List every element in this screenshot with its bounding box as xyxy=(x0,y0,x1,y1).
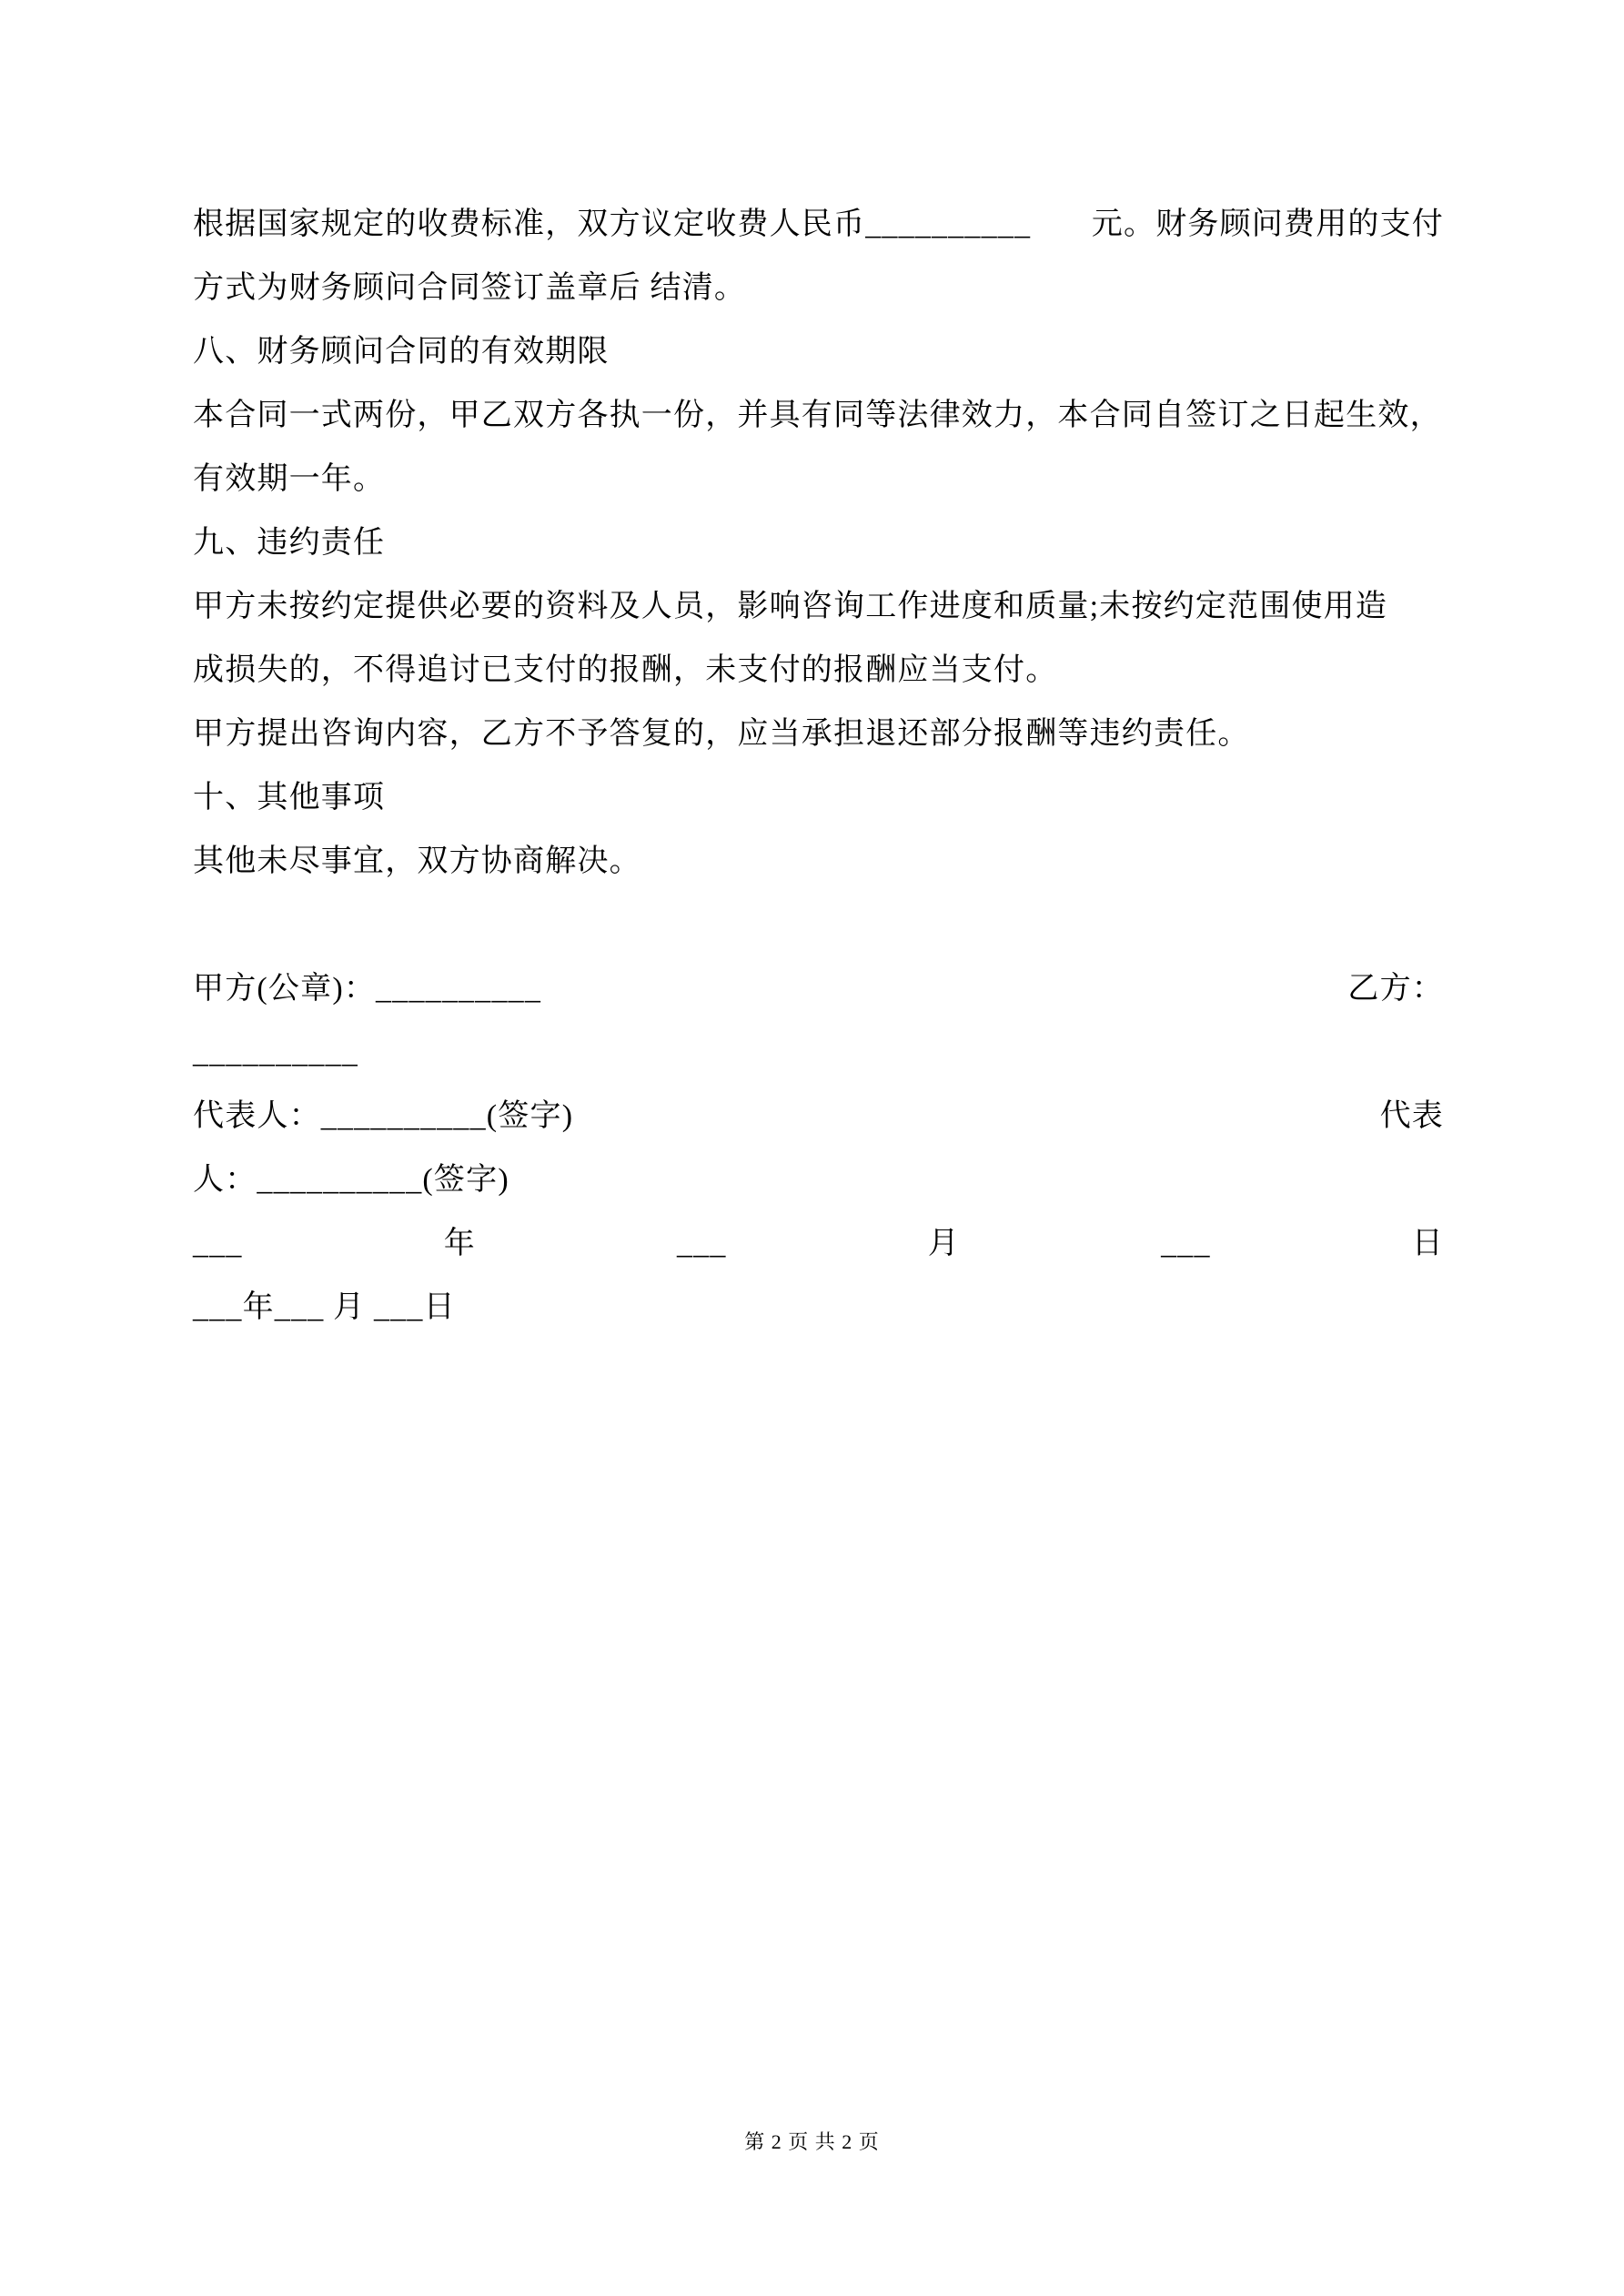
page-number-footer: 第 2 页 共 2 页 xyxy=(744,2130,880,2153)
date-month-label: 月 xyxy=(927,1227,960,1260)
fee-clause-line1 xyxy=(193,193,1444,257)
party-b-label: 乙方： xyxy=(1347,972,1444,1006)
validity-line1: 本合同一式两份，甲乙双方各执一份，并具有同等法律效力，本合同自签订之日起生效， xyxy=(193,399,1442,432)
section-heading-8: 八、财务顾问合同的有效期限 xyxy=(193,335,610,369)
breach-line2: 成损失的，不得追讨已支付的报酬，未支付的报酬应当支付。 xyxy=(193,653,1058,687)
section-heading-10: 十、其他事项 xyxy=(193,781,386,814)
representatives-line xyxy=(193,1085,1444,1148)
date-line-spread xyxy=(193,1212,1444,1276)
date-line-compact: ___年___ 月 ___日 xyxy=(193,1290,456,1324)
misc-line: 其他未尽事宜，双方协商解决。 xyxy=(193,845,641,878)
fee-clause-text-with-amount-blank: 根据国家规定的收费标准，双方议定收费人民币__________ xyxy=(193,207,1032,241)
date-day-label: 日 xyxy=(1411,1227,1444,1260)
signature-parties-line xyxy=(193,957,1444,1021)
breach-line1: 甲方未按约定提供必要的资料及人员，影响咨询工作进度和质量;未按约定范围使用造 xyxy=(193,590,1388,623)
breach-line3: 甲方提出咨询内容，乙方不予答复的，应当承担退还部分报酬等违约责任。 xyxy=(193,717,1250,751)
party-b-fill-in-blank: __________ xyxy=(193,1036,358,1069)
date-day-blank: ___ xyxy=(1161,1227,1211,1260)
rep-b-label-head: 代表 xyxy=(1379,1099,1444,1133)
rep-a-signature-blank: 代表人：__________(签字) xyxy=(193,1099,574,1133)
date-month-blank: ___ xyxy=(677,1227,727,1260)
section-heading-9: 九、违约责任 xyxy=(193,526,386,560)
date-year-blank: ___ xyxy=(193,1227,243,1260)
rep-b-signature-blank: 人：__________(签字) xyxy=(193,1163,509,1197)
fee-clause-text-right: 元。财务顾问费用的支付 xyxy=(1091,207,1444,241)
date-year-label: 年 xyxy=(443,1227,476,1260)
spacer-line xyxy=(193,894,1444,957)
validity-line2: 有效期一年。 xyxy=(193,462,386,496)
party-a-seal-blank: 甲方(公章)：__________ xyxy=(193,972,542,1006)
contract-body xyxy=(193,193,1444,1340)
fee-clause-line2: 方式为财务顾问合同签订盖章后 结清。 xyxy=(193,271,747,305)
